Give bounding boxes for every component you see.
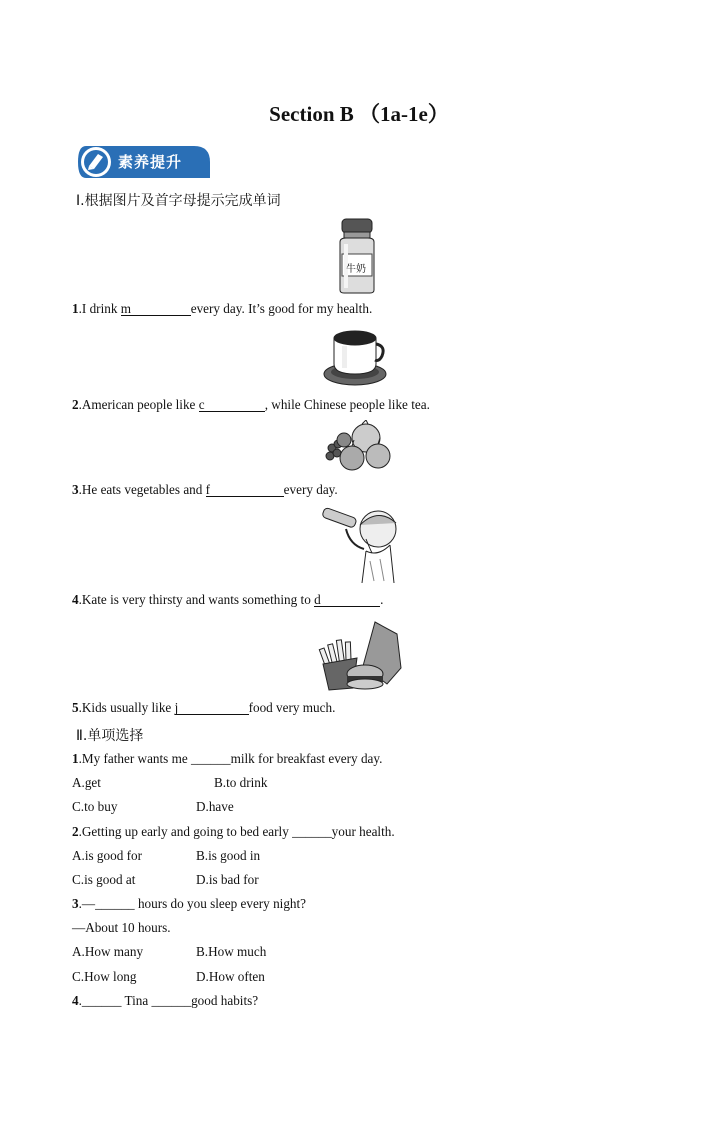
answer-blank[interactable]: c [199, 398, 265, 412]
answer-blank[interactable]: j [175, 701, 249, 715]
fill-item-3: 3.He eats vegetables and f every day. [72, 482, 338, 497]
option-b[interactable]: B.How much [196, 944, 267, 959]
option-a[interactable]: A.get [72, 775, 101, 790]
fruit-icon [322, 420, 392, 474]
mc-question-1: 1.My father wants me ______milk for breakfast every day. [72, 751, 383, 766]
option-d[interactable]: D.How often [196, 969, 265, 984]
girl-drinking-icon [320, 505, 398, 585]
answer-blank[interactable]: m [121, 302, 191, 316]
coffee-cup-icon [322, 326, 388, 388]
option-d[interactable]: D.is bad for [196, 872, 259, 887]
mc-question-4: 4.______ Tina ______good habits? [72, 993, 259, 1008]
option-d[interactable]: D.have [196, 799, 234, 814]
option-b[interactable]: B.is good in [196, 848, 261, 863]
part2-heading: Ⅱ.单项选择 [76, 728, 144, 744]
fill-item-1: 1.I drink m every day. It’s good for my health. [72, 301, 373, 316]
mc-question-3: 3.—______ hours do you sleep every night? [72, 896, 307, 911]
answer-blank[interactable]: f [206, 483, 284, 497]
option-c[interactable]: C.How long [72, 969, 137, 984]
item-number: 1 [72, 301, 79, 316]
option-c[interactable]: C.to buy [72, 799, 118, 814]
mc-question-2: 2.Getting up early and going to bed early ______your health. [72, 824, 395, 839]
junk-food-icon [317, 618, 403, 692]
option-b[interactable]: B.to drink [214, 775, 268, 790]
fill-item-5: 5.Kids usually like j food very much. [72, 700, 336, 715]
part1-heading: Ⅰ.根据图片及首字母提示完成单词 [76, 193, 281, 209]
milk-bottle-icon [334, 218, 380, 294]
answer-blank[interactable]: d [314, 593, 380, 607]
dialogue-reply: —About 10 hours. [72, 920, 171, 935]
fill-item-2: 2.American people like c , while Chinese people like tea. [72, 397, 430, 412]
option-a[interactable]: A.How many [72, 944, 144, 959]
bottle-label: 牛奶 [346, 264, 366, 275]
fill-item-4: 4.Kate is very thirsty and wants something to d . [72, 592, 384, 607]
section-badge-label: 素养提升 [118, 153, 183, 171]
option-c[interactable]: C.is good at [72, 872, 136, 887]
page-title: Section B （1a-1e） [269, 102, 449, 126]
option-a[interactable]: A.is good for [72, 848, 142, 863]
